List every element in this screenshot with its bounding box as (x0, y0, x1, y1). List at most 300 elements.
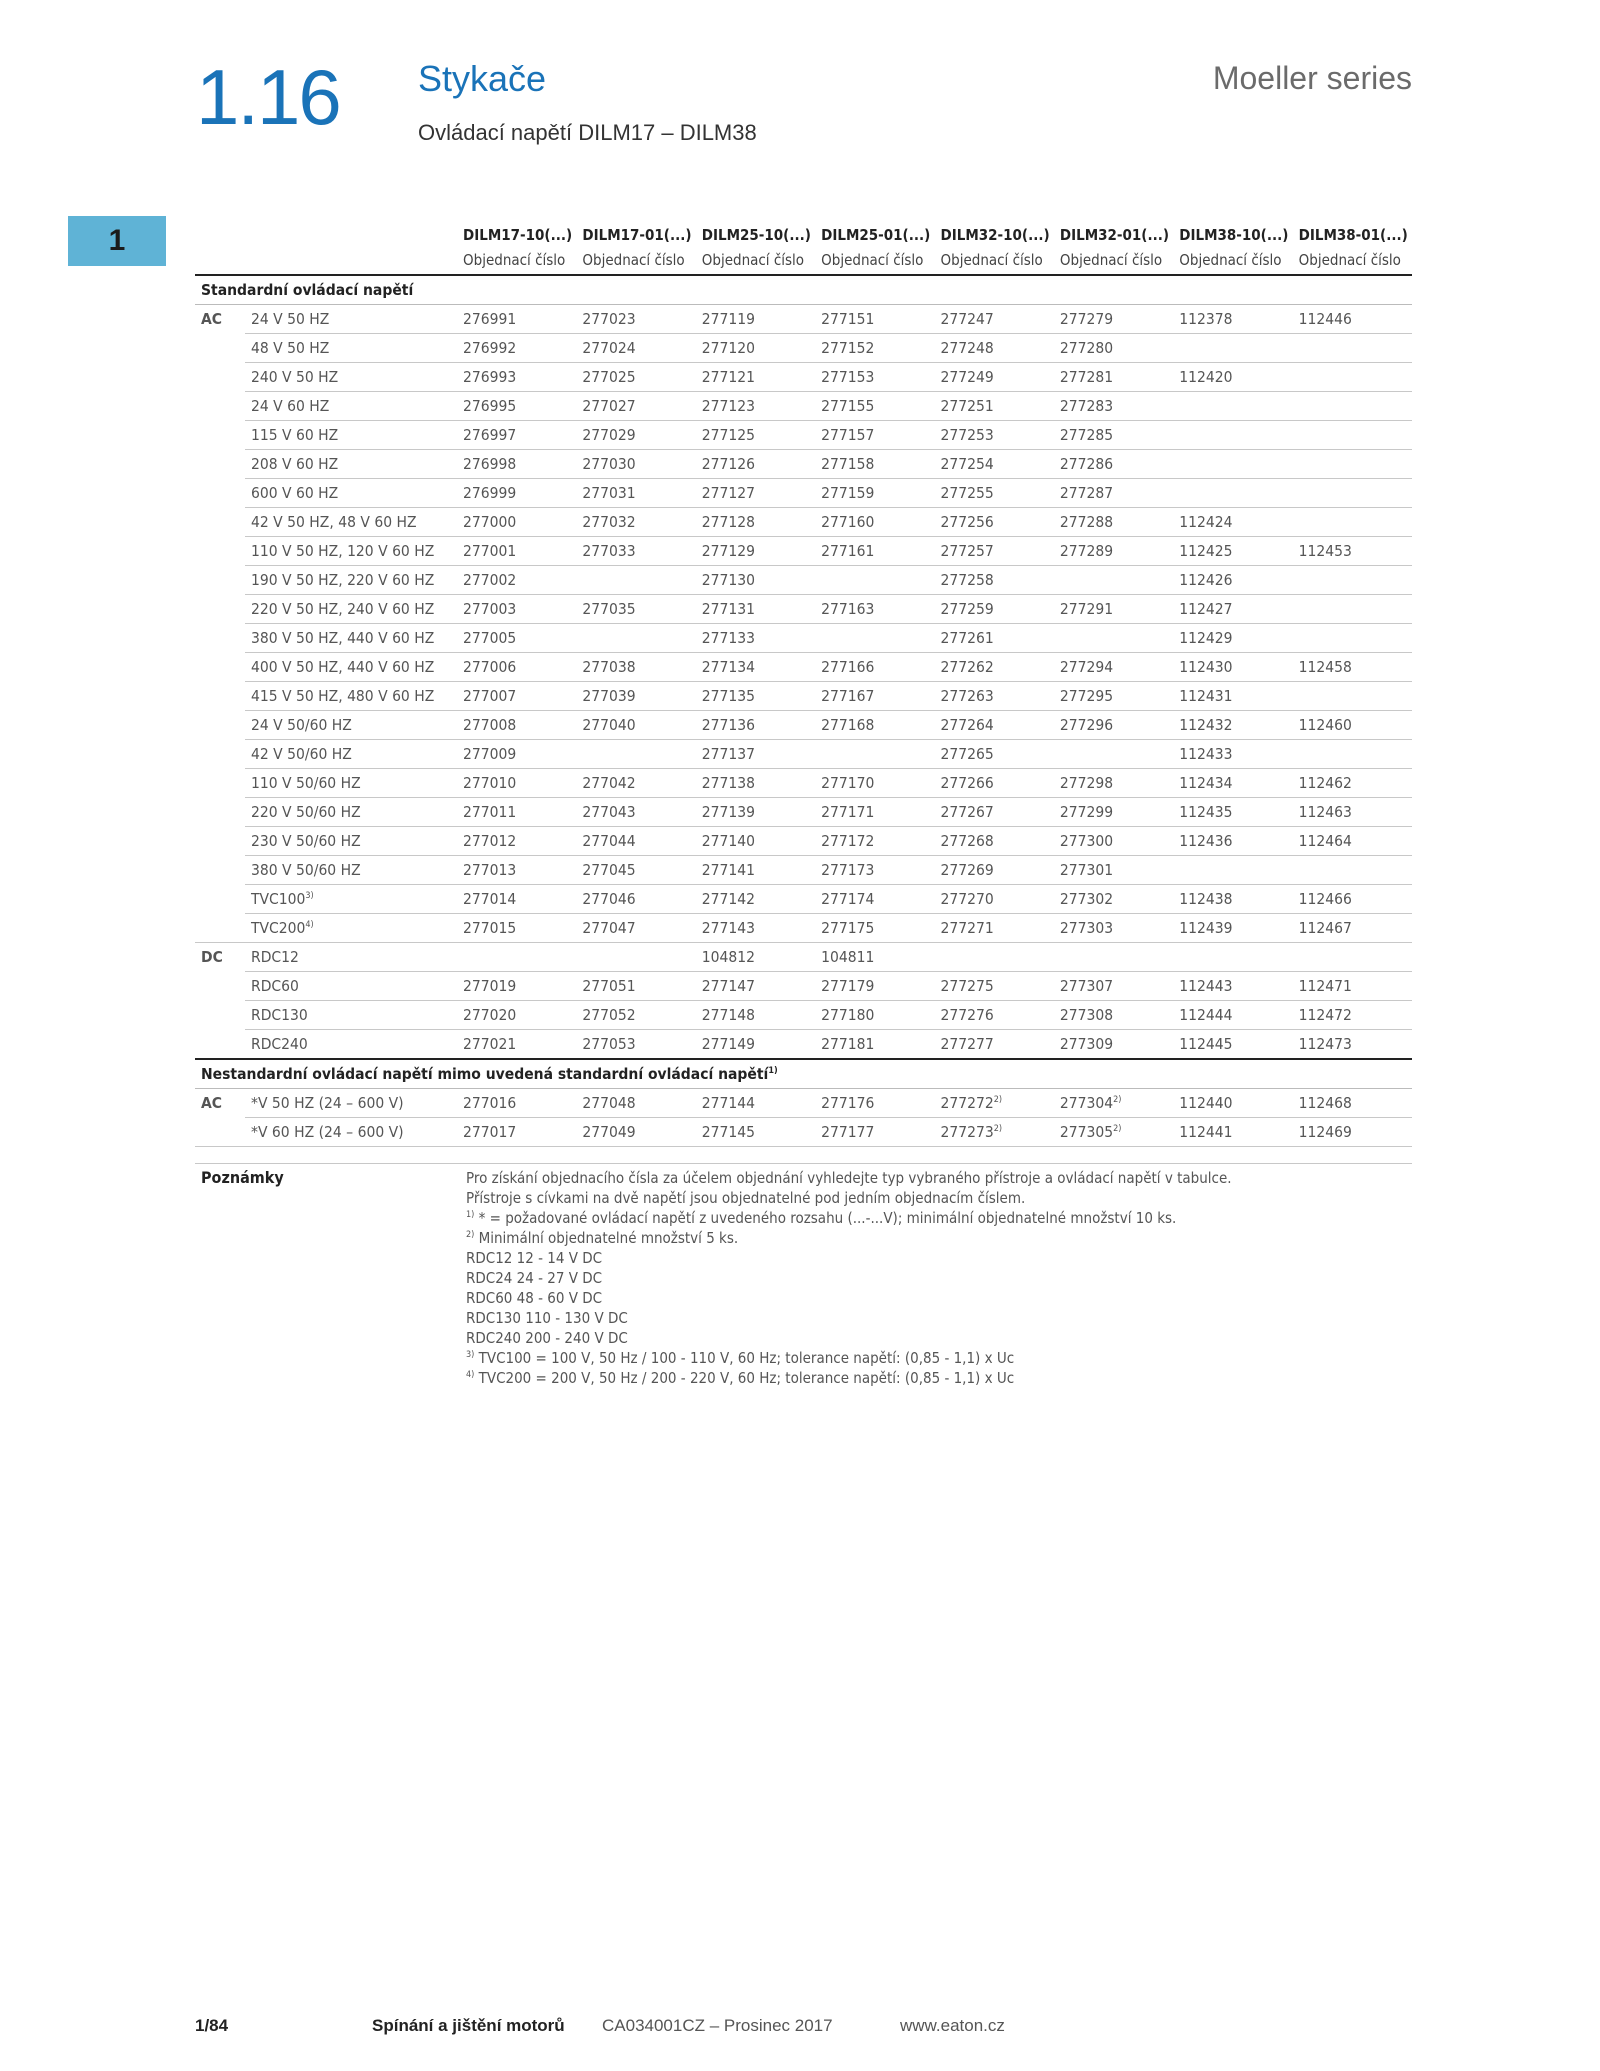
order-number-cell (935, 711, 1054, 740)
order-number: 277147 (701, 977, 755, 995)
order-number: 277248 (940, 339, 994, 357)
note-text: Pro získání objednacího čísla za účelem objednání vyhledejte typ vybraného přístroje a ovládací napětí v tabulce. (466, 1169, 1232, 1187)
order-number: 104811 (821, 948, 875, 966)
current-type-cell (195, 450, 245, 479)
current-type-cell (195, 711, 245, 740)
order-number: 277155 (821, 397, 875, 415)
order-number: 277025 (582, 368, 636, 386)
order-number: 277007 (463, 687, 517, 705)
order-number-cell (1293, 595, 1412, 624)
order-number-cell (1293, 1001, 1412, 1030)
order-number-cell (576, 305, 695, 334)
order-number-cell (1054, 421, 1173, 450)
order-number: 277176 (821, 1094, 875, 1112)
order-number: 277301 (1059, 861, 1114, 879)
order-number-cell (815, 421, 934, 450)
order-number: 112439 (1179, 919, 1233, 937)
order-number-cell (696, 972, 815, 1001)
order-number-cell (815, 392, 934, 421)
order-number: 277272 (940, 1094, 994, 1112)
order-number: 277283 (1059, 397, 1114, 415)
order-number: 277269 (940, 861, 994, 879)
order-number-cell (815, 479, 934, 508)
order-number-cell (1293, 421, 1412, 450)
footnote-ref: 2) (993, 1095, 1003, 1105)
order-number-cell (1054, 1089, 1173, 1118)
order-number: 277255 (940, 484, 994, 502)
order-number-cell (696, 508, 815, 537)
order-number: 277294 (1059, 658, 1114, 676)
current-type-cell (195, 972, 245, 1001)
order-number-cell (815, 508, 934, 537)
order-number: 277053 (582, 1035, 636, 1053)
order-number: 277020 (463, 1006, 517, 1024)
order-number-cell (1054, 334, 1173, 363)
order-number-cell (457, 508, 576, 537)
order-number-cell (1054, 624, 1173, 653)
order-number-cell (576, 479, 695, 508)
order-number: 277137 (701, 745, 755, 763)
note-text: RDC240 200 - 240 V DC (466, 1329, 628, 1347)
chapter-tab: 1 (68, 216, 166, 266)
order-number-cell (696, 769, 815, 798)
order-number: 276998 (463, 455, 517, 473)
order-number-cell (815, 972, 934, 1001)
table-row (195, 566, 1412, 595)
order-number: 277141 (701, 861, 755, 879)
order-number-cell (696, 479, 815, 508)
order-number: 277052 (582, 1006, 636, 1024)
order-number-cell (1293, 305, 1412, 334)
order-number: 277001 (463, 542, 517, 560)
order-number-cell (935, 943, 1054, 972)
order-number-cell (696, 537, 815, 566)
order-number-cell (696, 595, 815, 624)
order-number: 277280 (1059, 339, 1114, 357)
order-number-cell (1054, 914, 1173, 943)
order-number-cell (457, 363, 576, 392)
current-type-cell (195, 334, 245, 363)
order-number-cell (1054, 1118, 1173, 1147)
order-number: 112431 (1179, 687, 1233, 705)
column-sub-row (195, 246, 1412, 275)
order-number: 112424 (1179, 513, 1233, 531)
order-number: 277170 (821, 774, 875, 792)
order-number: 277130 (701, 571, 755, 589)
order-number: 277264 (940, 716, 994, 734)
order-number-cell (457, 740, 576, 769)
order-number: 112460 (1298, 716, 1352, 734)
order-number-cell (935, 1118, 1054, 1147)
note-text: RDC24 24 - 27 V DC (466, 1269, 603, 1287)
order-number-cell (815, 827, 934, 856)
order-number-cell (1173, 1001, 1292, 1030)
table-row (195, 856, 1412, 885)
order-number-cell (935, 1089, 1054, 1118)
order-number-cell (576, 653, 695, 682)
order-number-cell (1054, 363, 1173, 392)
ordering-table (195, 218, 1412, 1147)
order-number-cell (1054, 682, 1173, 711)
order-number-cell (457, 856, 576, 885)
order-number: 277138 (701, 774, 755, 792)
column-subheader: Objednací číslo (576, 246, 695, 275)
order-number-cell (1054, 798, 1173, 827)
voltage-label: TVC200 (251, 919, 306, 937)
order-number-cell (935, 624, 1054, 653)
order-number-cell (696, 305, 815, 334)
note-line (466, 1288, 1406, 1308)
order-number-cell (815, 1030, 934, 1060)
order-number-cell (1293, 711, 1412, 740)
voltage-cell (245, 1089, 457, 1118)
order-number: 276997 (463, 426, 517, 444)
order-number-cell (815, 595, 934, 624)
order-number: 277000 (463, 513, 517, 531)
order-number: 277005 (463, 629, 517, 647)
order-number-cell (1173, 392, 1292, 421)
voltage-cell (245, 1030, 457, 1060)
order-number: 277172 (821, 832, 875, 850)
order-number: 277127 (701, 484, 755, 502)
order-number: 277032 (582, 513, 636, 531)
order-number-cell (576, 798, 695, 827)
order-number: 277049 (582, 1123, 636, 1141)
order-number-cell (1173, 508, 1292, 537)
order-number-cell (457, 479, 576, 508)
order-number: 277167 (821, 687, 875, 705)
notes-label: Poznámky (201, 1168, 284, 1187)
order-number: 277121 (701, 368, 755, 386)
table-row (195, 334, 1412, 363)
voltage-label: RDC240 (251, 1035, 308, 1053)
order-number-cell (935, 1030, 1054, 1060)
voltage-cell (245, 479, 457, 508)
voltage-cell (245, 943, 457, 972)
current-type-cell (195, 740, 245, 769)
voltage-cell (245, 769, 457, 798)
order-number-cell (457, 653, 576, 682)
order-number: 277276 (940, 1006, 994, 1024)
order-number: 112471 (1298, 977, 1352, 995)
order-number: 276992 (463, 339, 517, 357)
note-line (466, 1348, 1406, 1368)
voltage-label: 400 V 50 HZ, 440 V 60 HZ (251, 658, 435, 676)
order-number-cell (1173, 363, 1292, 392)
order-number-cell (1293, 363, 1412, 392)
current-type-cell: AC (201, 1094, 223, 1113)
order-number-cell (1173, 479, 1292, 508)
order-number-cell (935, 740, 1054, 769)
order-number-cell (935, 595, 1054, 624)
order-number-cell (935, 421, 1054, 450)
order-number-cell (935, 914, 1054, 943)
order-number: 277126 (701, 455, 755, 473)
order-number-cell (457, 943, 576, 972)
order-number: 277305 (1059, 1123, 1114, 1141)
order-number: 277003 (463, 600, 517, 618)
order-number: 112464 (1298, 832, 1352, 850)
order-number: 277142 (701, 890, 755, 908)
voltage-label: 42 V 50/60 HZ (251, 745, 352, 763)
footer-catalog-code: CA034001CZ – Prosinec 2017 (602, 2016, 833, 2035)
column-name-row (195, 218, 1412, 246)
order-number-cell (1293, 914, 1412, 943)
order-number: 277133 (701, 629, 755, 647)
voltage-label: 220 V 50 HZ, 240 V 60 HZ (251, 600, 435, 618)
order-number-cell (1293, 1089, 1412, 1118)
order-number-cell (935, 305, 1054, 334)
order-number: 277143 (701, 919, 755, 937)
order-number-cell (696, 827, 815, 856)
order-number-cell (576, 334, 695, 363)
section-title: Nestandardní ovládací napětí mimo uvedená standardní ovládací napětí (201, 1065, 769, 1083)
order-number-cell (457, 1118, 576, 1147)
column-subheader: Objednací číslo (1173, 246, 1292, 275)
column-header: DILM17-01(...) (582, 226, 692, 244)
current-type-cell (195, 624, 245, 653)
current-type-cell (195, 566, 245, 595)
order-number-cell (576, 450, 695, 479)
footer-section: Spínání a jištění motorů (372, 2016, 565, 2035)
page-subtitle: Ovládací napětí DILM17 – DILM38 (418, 120, 757, 145)
order-number-cell (696, 624, 815, 653)
order-number: 277296 (1059, 716, 1114, 734)
table-row (195, 392, 1412, 421)
table-row (195, 682, 1412, 711)
order-number-cell (1293, 479, 1412, 508)
table-row (195, 363, 1412, 392)
column-subheader: Objednací číslo (815, 246, 934, 275)
order-number: 277045 (582, 861, 636, 879)
current-type-cell (195, 827, 245, 856)
order-number-cell (457, 566, 576, 595)
current-type-cell (195, 1030, 245, 1060)
order-number: 277304 (1059, 1094, 1114, 1112)
order-number-cell (1054, 595, 1173, 624)
order-number: 277040 (582, 716, 636, 734)
table-header (195, 218, 1412, 275)
section-title-cell (195, 275, 1412, 305)
order-number-cell (1054, 827, 1173, 856)
voltage-cell (245, 1118, 457, 1147)
footnote-ref: 1) (768, 1066, 778, 1076)
order-number-cell (576, 682, 695, 711)
order-number-cell (935, 566, 1054, 595)
voltage-cell (245, 682, 457, 711)
voltage-label: 24 V 50 HZ (251, 310, 330, 328)
order-number-cell (1293, 798, 1412, 827)
order-number-cell (1293, 740, 1412, 769)
order-number-cell (1173, 943, 1292, 972)
order-number: 112432 (1179, 716, 1233, 734)
order-number: 277287 (1059, 484, 1114, 502)
order-number: 277019 (463, 977, 517, 995)
order-number-cell (935, 508, 1054, 537)
voltage-cell (245, 624, 457, 653)
voltage-label: 24 V 50/60 HZ (251, 716, 352, 734)
voltage-label: TVC100 (251, 890, 306, 908)
order-number-cell (1293, 450, 1412, 479)
order-number: 112463 (1298, 803, 1352, 821)
current-type-cell (195, 856, 245, 885)
order-number: 112443 (1179, 977, 1233, 995)
order-number: 277261 (940, 629, 994, 647)
order-number-cell (457, 450, 576, 479)
order-number: 277251 (940, 397, 994, 415)
order-number-cell (1293, 972, 1412, 1001)
order-number: 277285 (1059, 426, 1114, 444)
order-number-cell (815, 682, 934, 711)
order-number: 277160 (821, 513, 875, 531)
order-number-cell (1173, 798, 1292, 827)
order-number: 277181 (821, 1035, 875, 1053)
order-number-cell (815, 305, 934, 334)
current-type-cell (195, 798, 245, 827)
order-number-cell (457, 305, 576, 334)
order-number-cell (576, 972, 695, 1001)
order-number: 112445 (1179, 1035, 1233, 1053)
order-number-cell (1293, 653, 1412, 682)
order-number: 277158 (821, 455, 875, 473)
order-number-cell (1054, 392, 1173, 421)
order-number: 112434 (1179, 774, 1233, 792)
order-number-cell (576, 421, 695, 450)
order-number-cell (457, 1089, 576, 1118)
order-number: 277140 (701, 832, 755, 850)
order-number-cell (1293, 682, 1412, 711)
current-type-cell (195, 595, 245, 624)
order-number: 277166 (821, 658, 875, 676)
order-number: 277024 (582, 339, 636, 357)
voltage-cell (245, 508, 457, 537)
order-number-cell (1054, 479, 1173, 508)
order-number: 277006 (463, 658, 517, 676)
order-number-cell (1173, 885, 1292, 914)
order-number-cell (576, 508, 695, 537)
order-number-cell (1173, 1089, 1292, 1118)
current-type-cell (195, 769, 245, 798)
order-number-cell (457, 827, 576, 856)
table-row (195, 798, 1412, 827)
order-number-cell (696, 798, 815, 827)
order-number: 277273 (940, 1123, 994, 1141)
order-number-cell (1293, 392, 1412, 421)
order-number: 277168 (821, 716, 875, 734)
voltage-label: RDC60 (251, 977, 299, 995)
voltage-label: 24 V 60 HZ (251, 397, 330, 415)
order-number: 277128 (701, 513, 755, 531)
order-number-cell (696, 885, 815, 914)
voltage-label: 110 V 50 HZ, 120 V 60 HZ (251, 542, 435, 560)
current-type-cell (195, 1001, 245, 1030)
order-number: 277021 (463, 1035, 517, 1053)
order-number-cell (457, 769, 576, 798)
order-number: 277302 (1059, 890, 1114, 908)
column-subheader: Objednací číslo (935, 246, 1054, 275)
table-row (195, 972, 1412, 1001)
order-number: 112473 (1298, 1035, 1352, 1053)
order-number-cell (1054, 1030, 1173, 1060)
voltage-label: 380 V 50 HZ, 440 V 60 HZ (251, 629, 435, 647)
order-number: 112472 (1298, 1006, 1352, 1024)
note-line (466, 1168, 1406, 1188)
current-type-cell (195, 421, 245, 450)
order-number-cell (696, 1001, 815, 1030)
order-number-cell (457, 914, 576, 943)
blank-header (195, 246, 245, 275)
order-number-cell (696, 740, 815, 769)
order-number: 112438 (1179, 890, 1233, 908)
order-number: 277161 (821, 542, 875, 560)
note-text: Minimální objednatelné množství 5 ks. (474, 1229, 739, 1247)
order-number-cell (1054, 885, 1173, 914)
order-number: 112420 (1179, 368, 1233, 386)
note-text: RDC130 110 - 130 V DC (466, 1309, 628, 1327)
order-number-cell (1173, 1118, 1292, 1147)
order-number: 277281 (1059, 368, 1114, 386)
voltage-cell (245, 856, 457, 885)
order-number: 277035 (582, 600, 636, 618)
order-number-cell (1054, 740, 1173, 769)
order-number: 277010 (463, 774, 517, 792)
order-number: 277145 (701, 1123, 755, 1141)
order-number: 277263 (940, 687, 994, 705)
note-line (466, 1368, 1406, 1388)
order-number-cell (1173, 421, 1292, 450)
order-number-cell (696, 334, 815, 363)
table-row (195, 624, 1412, 653)
current-type-cell (195, 479, 245, 508)
order-number: 112430 (1179, 658, 1233, 676)
order-number: 277048 (582, 1094, 636, 1112)
order-number: 277265 (940, 745, 994, 763)
order-number-cell (576, 1118, 695, 1147)
order-number: 277299 (1059, 803, 1114, 821)
order-number-cell (576, 769, 695, 798)
order-number: 277271 (940, 919, 994, 937)
order-number: 277051 (582, 977, 636, 995)
current-type-cell (195, 914, 245, 943)
order-number: 277012 (463, 832, 517, 850)
order-number: 277259 (940, 600, 994, 618)
order-number: 277298 (1059, 774, 1114, 792)
order-number-cell (1173, 624, 1292, 653)
order-number-cell (457, 682, 576, 711)
order-number: 277153 (821, 368, 875, 386)
order-number-cell (1293, 1030, 1412, 1060)
order-number-cell (1293, 943, 1412, 972)
order-number-cell (696, 1089, 815, 1118)
order-number-cell (696, 682, 815, 711)
order-number-cell (1293, 334, 1412, 363)
note-text: TVC100 = 100 V, 50 Hz / 100 - 110 V, 60 Hz; tolerance napětí: (0,85 - 1,1) x Uc (474, 1349, 1015, 1367)
order-number: 277295 (1059, 687, 1114, 705)
order-number-cell (1293, 856, 1412, 885)
order-number: 277308 (1059, 1006, 1114, 1024)
order-number: 112378 (1179, 310, 1233, 328)
order-number: 277151 (821, 310, 875, 328)
note-text: Přístroje s cívkami na dvě napětí jsou objednatelné pod jedním objednacím číslem. (466, 1189, 1026, 1207)
order-number: 277157 (821, 426, 875, 444)
note-line (466, 1248, 1406, 1268)
order-number-cell (1293, 566, 1412, 595)
order-number-cell (1173, 682, 1292, 711)
current-type-cell (195, 1118, 245, 1147)
order-number-cell (576, 1030, 695, 1060)
voltage-cell (245, 305, 457, 334)
order-number-cell (1173, 653, 1292, 682)
